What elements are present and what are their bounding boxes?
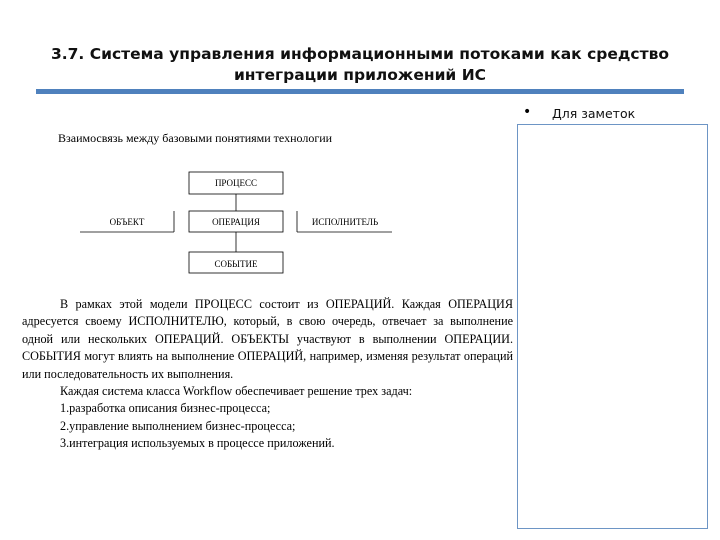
task-item: 1.разработка описания бизнес-процесса; xyxy=(60,401,271,416)
diagram-caption: Взаимосвязь между базовыми понятиями технологии xyxy=(58,131,333,145)
slide-title-line-1: 3.7. Система управления информационными потоками как средство xyxy=(50,45,670,63)
process-label: ПРОЦЕСС xyxy=(214,178,258,188)
tasks-intro: Каждая система класса Workflow обеспечивает решение трех задач: xyxy=(60,384,413,399)
executor-label: ИСПОЛНИТЕЛЬ xyxy=(311,217,379,227)
body-text xyxy=(22,296,513,453)
task-item: 3.интеграция используемых в процессе приложений. xyxy=(60,436,335,451)
model-paragraph: В рамках этой модели ПРОЦЕСС состоит из ОПЕРАЦИЙ. Каждая ОПЕРАЦИЯ адресуется своему ИСПОЛНИТЕЛЮ, который, в свою очередь, отвечает за выполнение одной или нескольких ОПЕРАЦИЙ. ОБЪЕКТЫ участвуют в выполнении ОПЕРАЦИИ. СОБЫТИЯ могут влиять на выполнение ОПЕРАЦИЙ, например, изменяя результат операций или последовательность их выполнения. xyxy=(22,297,513,381)
slide-title-line-2: интеграции приложений ИС xyxy=(233,66,487,84)
notes-bullet: • xyxy=(523,104,532,120)
object-label: ОБЪЕКТ xyxy=(109,217,145,227)
notes-label: Для заметок xyxy=(552,106,636,121)
operation-label: ОПЕРАЦИЯ xyxy=(212,217,260,227)
task-item: 2.управление выполнением бизнес-процесса; xyxy=(60,418,296,433)
event-label: СОБЫТИЕ xyxy=(214,259,258,269)
